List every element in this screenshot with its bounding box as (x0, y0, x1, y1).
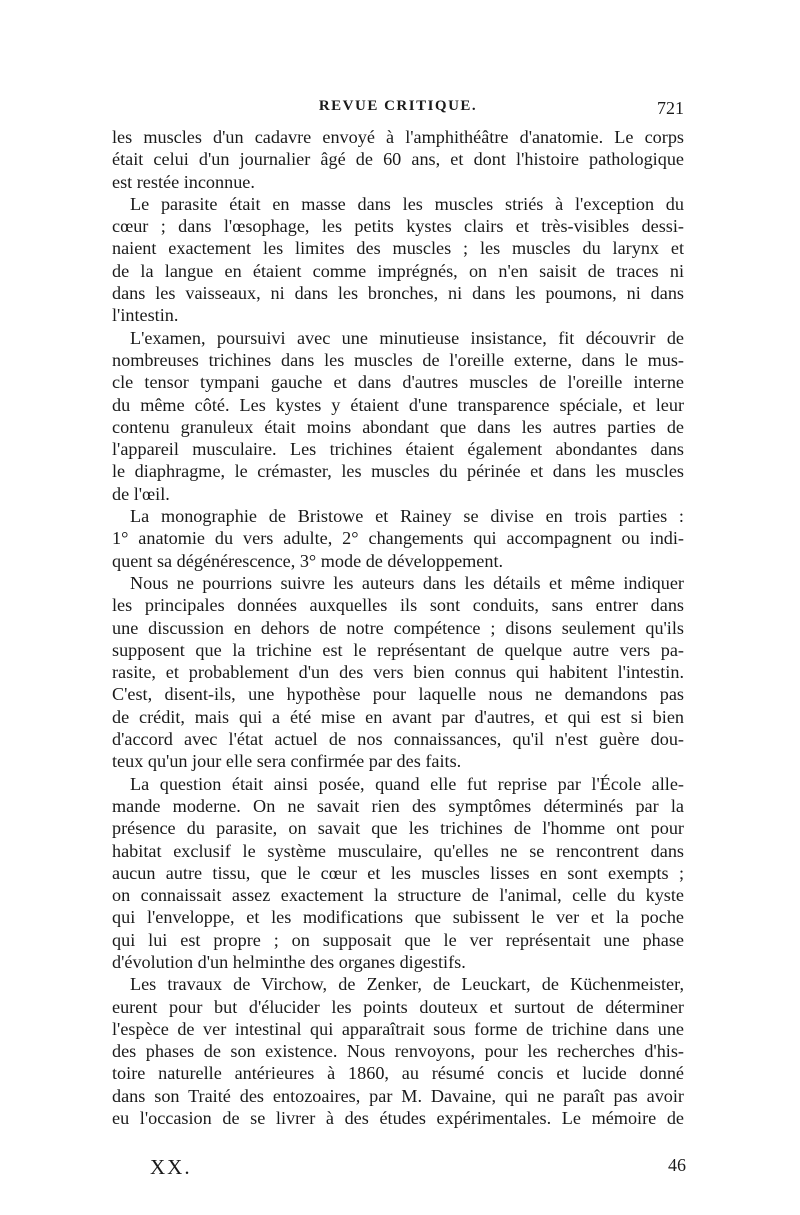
text-line: du même côté. Les kystes y étaient d'une transparence spéciale, et leur (112, 394, 684, 415)
text-line: les muscles d'un cadavre envoyé à l'amphithéâtre d'anatomie. Le corps (112, 127, 684, 147)
text-line: aucun autre tissu, que le cœur et les muscles lisses en sont exempts ; (112, 862, 684, 883)
text-line: le diaphragme, le crémaster, les muscles du périnée et dans les muscles (112, 461, 684, 482)
text-line: eu l'occasion de se livrer à des études expérimentales. Le mémoire de (112, 1108, 684, 1129)
text-line: l'espèce de ver intestinal qui apparaîtrait sous forme de trichine dans une (112, 1018, 684, 1039)
running-head (112, 98, 684, 122)
text-line: quent sa dégénérescence, 3° mode de développement. (112, 550, 504, 571)
text-line: présence du parasite, on savait que les trichines de l'homme ont pour (112, 818, 684, 839)
text-line: habitat exclusif le système musculaire, qu'elles ne se rencontrent dans (112, 840, 684, 861)
text-line: mande moderne. On ne savait rien des symptômes déterminés par la (112, 795, 684, 816)
text-line: supposent que la trichine est le représentant de quelque autre vers pa- (112, 639, 684, 660)
text-line: dans les vaisseaux, ni dans les bronches, ni dans les poumons, ni dans (112, 283, 684, 304)
text-line: une discussion en dehors de notre compétence ; disons seulement qu'ils (112, 617, 684, 638)
text-line: 1° anatomie du vers adulte, 2° changements qui accompagnent ou indi- (112, 528, 684, 549)
text-line: Nous ne pourrions suivre les auteurs dans les détails et même indiquer (130, 572, 684, 593)
text-line: de l'œil. (112, 483, 170, 504)
text-line: La monographie de Bristowe et Rainey se divise en trois parties : (130, 506, 684, 527)
text-line: cœur ; dans l'œsophage, les petits kystes clairs et très-visibles dessi- (112, 216, 684, 237)
text-line: dans son Traité des entozoaires, par M. Davaine, qui ne paraît pas avoir (112, 1085, 684, 1106)
text-line: toire naturelle antérieures à 1860, au résumé concis et lucide donné (112, 1063, 684, 1084)
text-line: des phases de son existence. Nous renvoyons, pour les recherches d'his- (112, 1041, 684, 1062)
text-line: Le parasite était en masse dans les muscles striés à l'exception du (130, 193, 684, 214)
text-line: l'intestin. (112, 305, 179, 326)
text-line: d'accord avec l'état actuel de nos connaissances, qu'il n'est guère dou- (112, 729, 684, 750)
text-line: Les travaux de Virchow, de Zenker, de Leuckart, de Küchenmeister, (130, 974, 684, 995)
text-line: qui l'enveloppe, et les modifications que subissent le ver et la poche (112, 907, 684, 928)
text-line: était celui d'un journalier âgé de 60 ans, et dont l'histoire pathologique (112, 149, 684, 170)
text-line: cle tensor tympani gauche et dans d'autres muscles de l'oreille interne (112, 372, 684, 393)
text-line: La question était ainsi posée, quand elle fut reprise par l'École alle- (130, 773, 684, 794)
text-line: de la langue en étaient comme imprégnés, on n'en saisit de traces ni (112, 260, 684, 281)
text-line: l'appareil musculaire. Les trichines étaient également abondantes dans (112, 439, 684, 460)
text-line: naient exactement les limites des muscles ; les muscles du larynx et (112, 238, 684, 259)
text-line: C'est, disent-ils, une hypothèse pour laquelle nous ne demandons pas (112, 684, 684, 705)
text-line: les principales données auxquelles ils sont conduits, sans entrer dans (112, 595, 684, 616)
text-line: eurent pour but d'élucider les points douteux et surtout de déterminer (112, 996, 684, 1017)
page-number: 721 (657, 98, 684, 118)
page-footer (150, 1155, 686, 1181)
text-line: rasite, et probablement d'un des vers bien connus qui habitent l'intestin. (112, 662, 684, 683)
text-line: on connaissait assez exactement la structure de l'animal, celle du kyste (112, 885, 684, 906)
text-line: est restée inconnue. (112, 171, 255, 192)
text-line: d'évolution d'un helminthe des organes digestifs. (112, 951, 466, 972)
text-line: de crédit, mais qui a été mise en avant par d'autres, et qui est si bien (112, 706, 684, 727)
sheet-number: 46 (668, 1155, 686, 1175)
text-line: qui lui est propre ; on supposait que le ver représentait une phase (112, 929, 684, 950)
running-title: REVUE CRITIQUE. (318, 98, 478, 114)
body-text (112, 126, 684, 1129)
text-line: teux qu'un jour elle sera confirmée par des faits. (112, 751, 462, 772)
text-line: nombreuses trichines dans les muscles de l'oreille externe, dans le mus- (112, 349, 684, 370)
text-line: contenu granuleux était moins abondant que dans les autres parties de (112, 416, 684, 437)
text-line: L'examen, poursuivi avec une minutieuse insistance, fit découvrir de (130, 327, 684, 348)
signature-mark: XX. (150, 1155, 192, 1179)
